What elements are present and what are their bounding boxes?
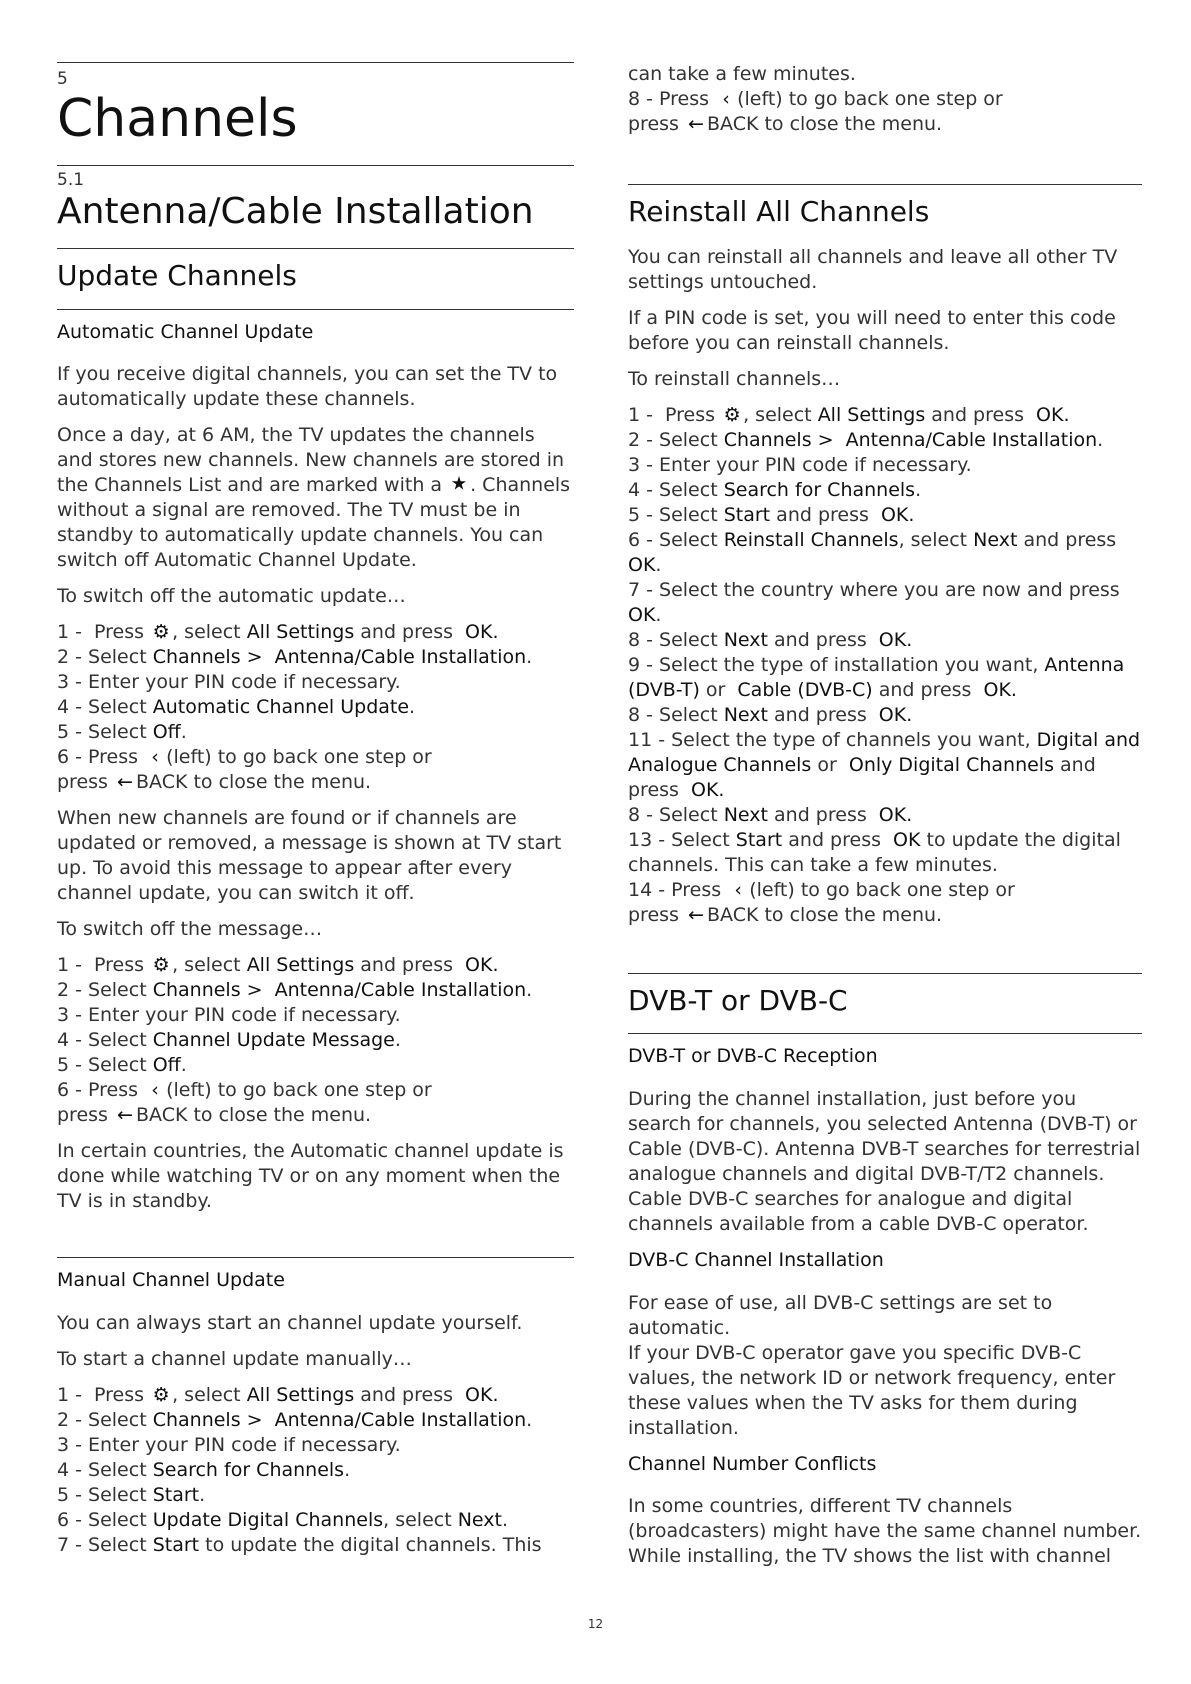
step: 2 - Select Channels > Antenna/Cable Installation. (57, 646, 533, 669)
step: 6 - Select Reinstall Channels, select Next and press OK. (628, 528, 1117, 576)
step: 8 - Press ‹ (left) to go back one step or (628, 88, 1003, 110)
step: 3 - Enter your PIN code if necessary. (57, 671, 401, 694)
step: 7 - Select Start to update the digital channels. This (57, 1533, 542, 1556)
step: 1 - Press ⚙ , select All Settings and press OK. (57, 1383, 499, 1406)
step: can take a few minutes. (628, 63, 856, 85)
auto-update-p3: When new channels are found or if channels are updated or removed, a message is shown at TV start up. To avoid this message to appear after every channel update, you can switch it off. (57, 807, 562, 905)
chapter-number: 5 (57, 69, 68, 89)
message-intro: To switch off the message… (57, 918, 323, 941)
section-number: 5.1 (57, 169, 85, 190)
step: 1 - Press ⚙ , select All Settings and press OK. (57, 621, 499, 644)
dvb-title: DVB-T or DVB-C (628, 983, 848, 1017)
switch-off-intro: To switch off the automatic update… (57, 585, 406, 608)
step: 6 - Press ‹ (left) to go back one step or (57, 1079, 432, 1102)
reinstall-steps (628, 403, 1142, 928)
auto-update-p1: If you receive digital channels, you can set the TV to automatically update these channels. (57, 363, 558, 411)
gear-icon: ⚙ (723, 403, 741, 426)
message-steps (57, 953, 574, 1128)
step: 14 - Press ‹ (left) to go back one step or (628, 878, 1015, 901)
step: 1 - Press ⚙ , select All Settings and press OK. (57, 954, 499, 977)
chevron-left-icon: ‹ (734, 878, 742, 901)
step: 6 - Select Update Digital Channels, select Next. (57, 1508, 509, 1531)
chapter-rule (57, 62, 574, 63)
dvb-reception-text: During the channel installation, just before you search for channels, you selected Antenna (DVB-T) or Cable (DVB-C). Antenna DVB-T searches for terrestrial analogue channels and digital DVB-T/T2 channels. Cable DVB-C searches for analogue and digital channels available from a cable DVB-C operator. (628, 1087, 1141, 1235)
step: 8 - Select Next and press OK. (628, 803, 913, 826)
reinstall-p1: You can reinstall all channels and leave all other TV settings untouched. (628, 245, 1118, 293)
step: press ← BACK to close the menu. (57, 771, 372, 794)
conflicts-heading: Channel Number Conflicts (628, 1452, 877, 1475)
conflicts-text: In some countries, different TV channels (broadcasters) might have the same channel number. While installing, the TV shows the list with channel (628, 1495, 1142, 1568)
manual-update-intro: To start a channel update manually… (57, 1347, 412, 1370)
step: 3 - Enter your PIN code if necessary. (57, 1004, 401, 1027)
step: 9 - Select the type of installation you want, Antenna (DVB-T) or Cable (DVB-C) and press OK. (628, 653, 1125, 701)
step: 1 - Press ⚙ , select All Settings and press OK. (628, 403, 1070, 426)
step: press ← BACK to close the menu. (628, 113, 943, 135)
update-channels-title: Update Channels (57, 258, 297, 292)
manual-rule (57, 1257, 574, 1258)
step: 4 - Select Search for Channels. (57, 1458, 351, 1481)
back-arrow-icon: ← (688, 903, 704, 926)
step: 5 - Select Off. (57, 1054, 187, 1077)
manual-steps-continued (628, 62, 1142, 137)
dvbc-install-heading: DVB-C Channel Installation (628, 1248, 884, 1271)
left-column (57, 62, 574, 1569)
reinstall-rule (628, 184, 1142, 185)
gear-icon: ⚙ (152, 954, 170, 977)
step: 8 - Select Next and press OK. (628, 628, 913, 651)
switch-off-steps (57, 620, 574, 795)
step: 2 - Select Channels > Antenna/Cable Installation. (57, 979, 533, 1002)
step: 7 - Select the country where you are now and press OK. (628, 578, 1120, 626)
gear-icon: ⚙ (152, 621, 170, 644)
manual-steps (57, 1383, 574, 1558)
auto-update-p2: Once a day, at 6 AM, the TV updates the channels and stores new channels. New channels are stored in the Channels List and are marked with a . Channels without a signal are removed. The TV must be in standby to automatically update channels. You can switch off Automatic Channel Update. (57, 424, 571, 572)
manual-update-p1: You can always start an channel update yourself. (57, 1311, 523, 1334)
step: 8 - Select Next and press OK. (628, 703, 913, 726)
step: 4 - Select Channel Update Message. (57, 1029, 401, 1052)
step: 5 - Select Start. (57, 1483, 206, 1506)
reinstall-intro: To reinstall channels… (628, 367, 841, 390)
chevron-left-icon: ‹ (151, 1079, 159, 1102)
step: 4 - Select Search for Channels. (628, 478, 922, 501)
subsection-rule (57, 248, 574, 249)
star-icon (448, 473, 470, 498)
auto-update-p4: In certain countries, the Automatic channel update is done while watching TV or on any moment when the TV is in standby. (57, 1140, 564, 1213)
auto-rule (57, 309, 574, 310)
step: 2 - Select Channels > Antenna/Cable Installation. (57, 1408, 533, 1431)
back-arrow-icon: ← (117, 1104, 133, 1127)
step: 13 - Select Start and press OK to update the digital channels. This can take a few minutes. (628, 828, 1121, 876)
dvb-reception-heading: DVB-T or DVB-C Reception (628, 1045, 878, 1068)
chevron-left-icon: ‹ (151, 746, 159, 769)
section-rule (57, 165, 574, 166)
back-arrow-icon: ← (117, 771, 133, 794)
page-number: 12 (587, 1617, 604, 1631)
chapter-title: Channels (57, 89, 298, 149)
step: 3 - Enter your PIN code if necessary. (57, 1433, 401, 1456)
gear-icon: ⚙ (152, 1383, 170, 1406)
manual-update-heading: Manual Channel Update (57, 1269, 285, 1292)
step: 5 - Select Off. (57, 721, 187, 744)
reinstall-p2: If a PIN code is set, you will need to enter this code before you can reinstall channels. (628, 306, 1116, 354)
right-column (628, 62, 1142, 1580)
auto-update-heading: Automatic Channel Update (57, 320, 314, 343)
back-arrow-icon: ← (688, 113, 704, 135)
reinstall-title: Reinstall All Channels (628, 195, 930, 228)
step: 2 - Select Channels > Antenna/Cable Installation. (628, 428, 1104, 451)
dvb-sub-rule (628, 1033, 1142, 1034)
dvbc-install-text: For ease of use, all DVB-C settings are set to automatic. If your DVB-C operator gave you specific DVB-C values, the network ID or network frequency, enter these values when the TV asks for them during installation. (628, 1291, 1116, 1439)
dvb-rule (628, 973, 1142, 974)
step: 5 - Select Start and press OK. (628, 503, 915, 526)
step: press ← BACK to close the menu. (57, 1104, 372, 1127)
step: 3 - Enter your PIN code if necessary. (628, 453, 972, 476)
step: 11 - Select the type of channels you want, Digital and Analogue Channels or Only Digital Channels and press OK. (628, 728, 1141, 801)
step: 4 - Select Automatic Channel Update. (57, 696, 416, 719)
section-title: Antenna/Cable Installation (57, 190, 534, 232)
step: press ← BACK to close the menu. (628, 903, 943, 926)
step: 6 - Press ‹ (left) to go back one step or (57, 746, 432, 769)
chevron-left-icon: ‹ (722, 88, 730, 110)
